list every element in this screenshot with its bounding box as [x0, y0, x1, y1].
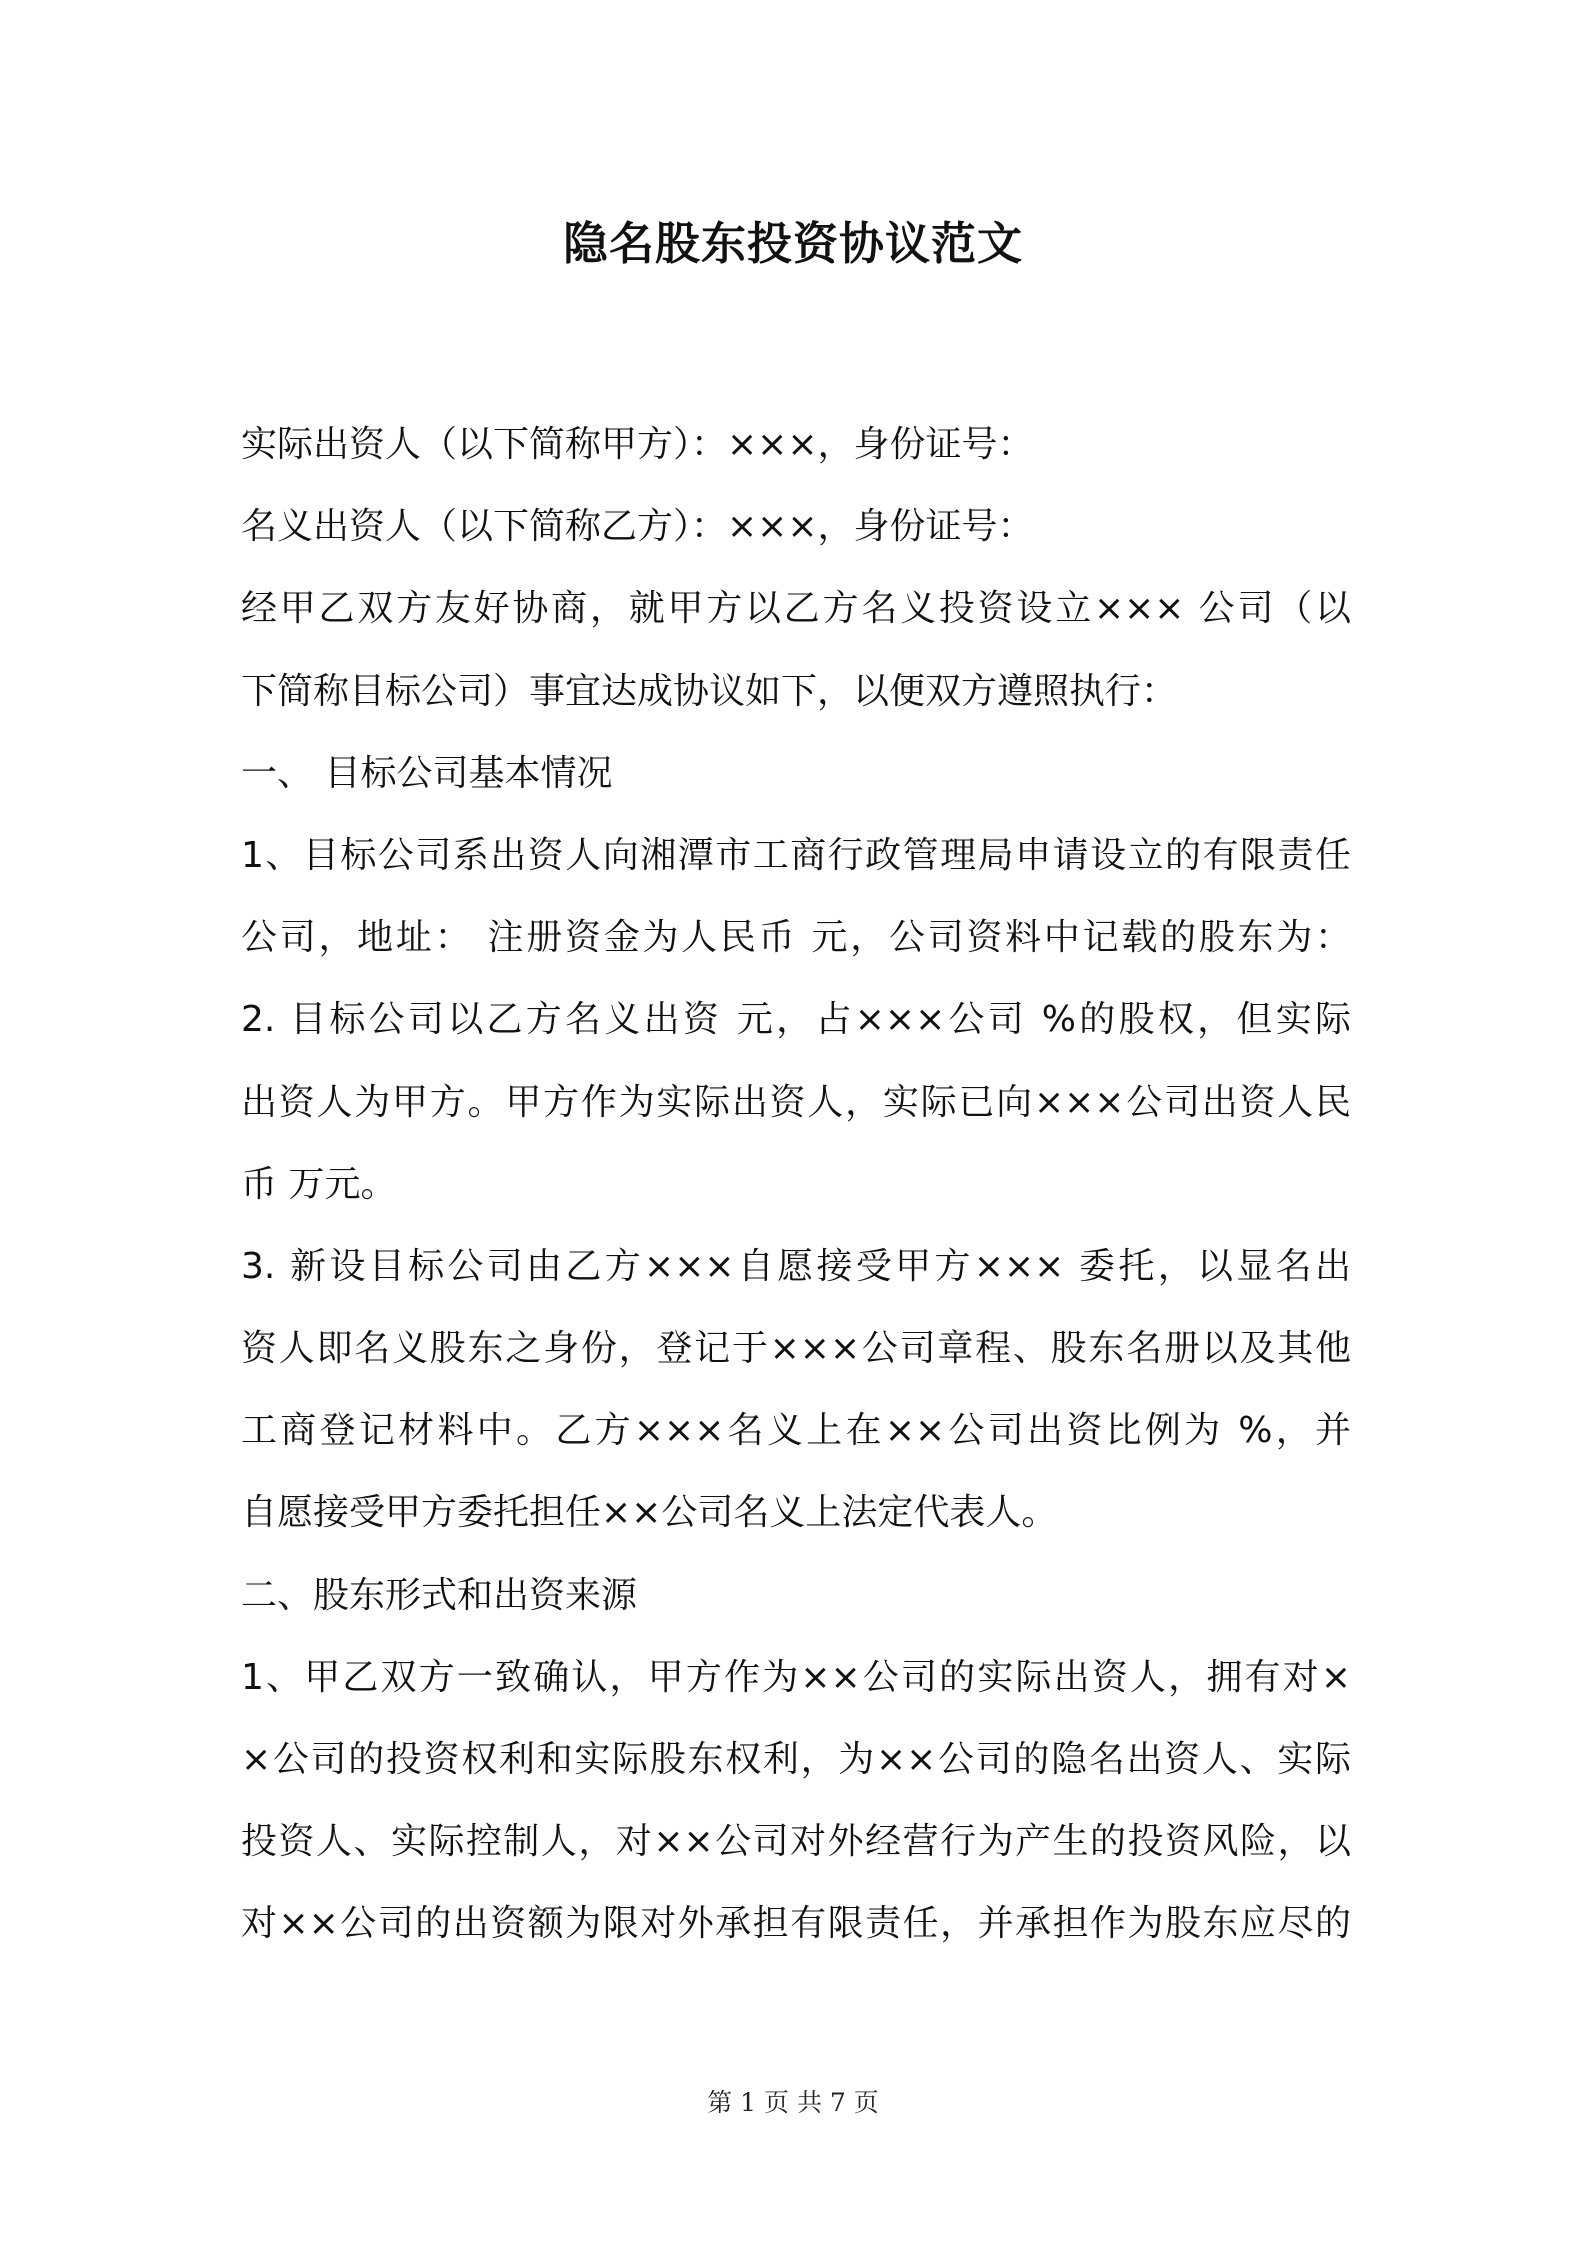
document-body	[241, 404, 1351, 1966]
paragraph-line: 出资人为甲方。甲方作为实际出资人，实际已向×××公司出资人民	[241, 1081, 1351, 1123]
paragraph-line: 1、甲乙双方一致确认，甲方作为××公司的实际出资人，拥有对×	[241, 1656, 1351, 1698]
document-title: 隐名股东投资协议范文	[562, 217, 1023, 270]
paragraph-line: ×公司的投资权利和实际股东权利，为××公司的隐名出资人、实际	[241, 1739, 1351, 1780]
page-number-footer: 第 1 页 共 7 页	[707, 2088, 879, 2117]
paragraph-line: 公司，地址： 注册资金为人民币 元，公司资料中记载的股东为：	[241, 917, 1351, 959]
paragraph-line: 下简称目标公司）事宜达成协议如下，以便双方遵照执行：	[241, 670, 1178, 712]
paragraph-line: 资人即名义股东之身份，登记于×××公司章程、股东名册以及其他	[241, 1328, 1351, 1370]
paragraph-line: 实际出资人（以下简称甲方）：×××，身份证号：	[241, 424, 1034, 465]
paragraph-line: 名义出资人（以下简称乙方）：×××，身份证号：	[241, 506, 1034, 548]
section-heading: 一、 目标公司基本情况	[241, 752, 613, 794]
section-heading: 二、股东形式和出资来源	[241, 1574, 638, 1616]
paragraph-line: 自愿接受甲方委托担任××公司名义上法定代表人。	[241, 1492, 1058, 1534]
paragraph-line: 币 万元。	[241, 1163, 397, 1205]
paragraph-line: 1、目标公司系出资人向湘潭市工商行政管理局申请设立的有限责任	[241, 834, 1351, 876]
paragraph-line: 2. 目标公司以乙方名义出资 元，占×××公司 %的股权，但实际	[241, 999, 1351, 1041]
paragraph-line: 工商登记材料中。乙方×××名义上在××公司出资比例为 %，并	[241, 1410, 1351, 1452]
paragraph-line: 对××公司的出资额为限对外承担有限责任，并承担作为股东应尽的	[241, 1903, 1351, 1945]
paragraph-line: 投资人、实际控制人，对××公司对外经营行为产生的投资风险，以	[241, 1821, 1351, 1863]
paragraph-line: 经甲乙双方友好协商，就甲方以乙方名义投资设立××× 公司（以	[241, 588, 1351, 630]
paragraph-line: 3. 新设目标公司由乙方×××自愿接受甲方××× 委托，以显名出	[241, 1245, 1351, 1287]
